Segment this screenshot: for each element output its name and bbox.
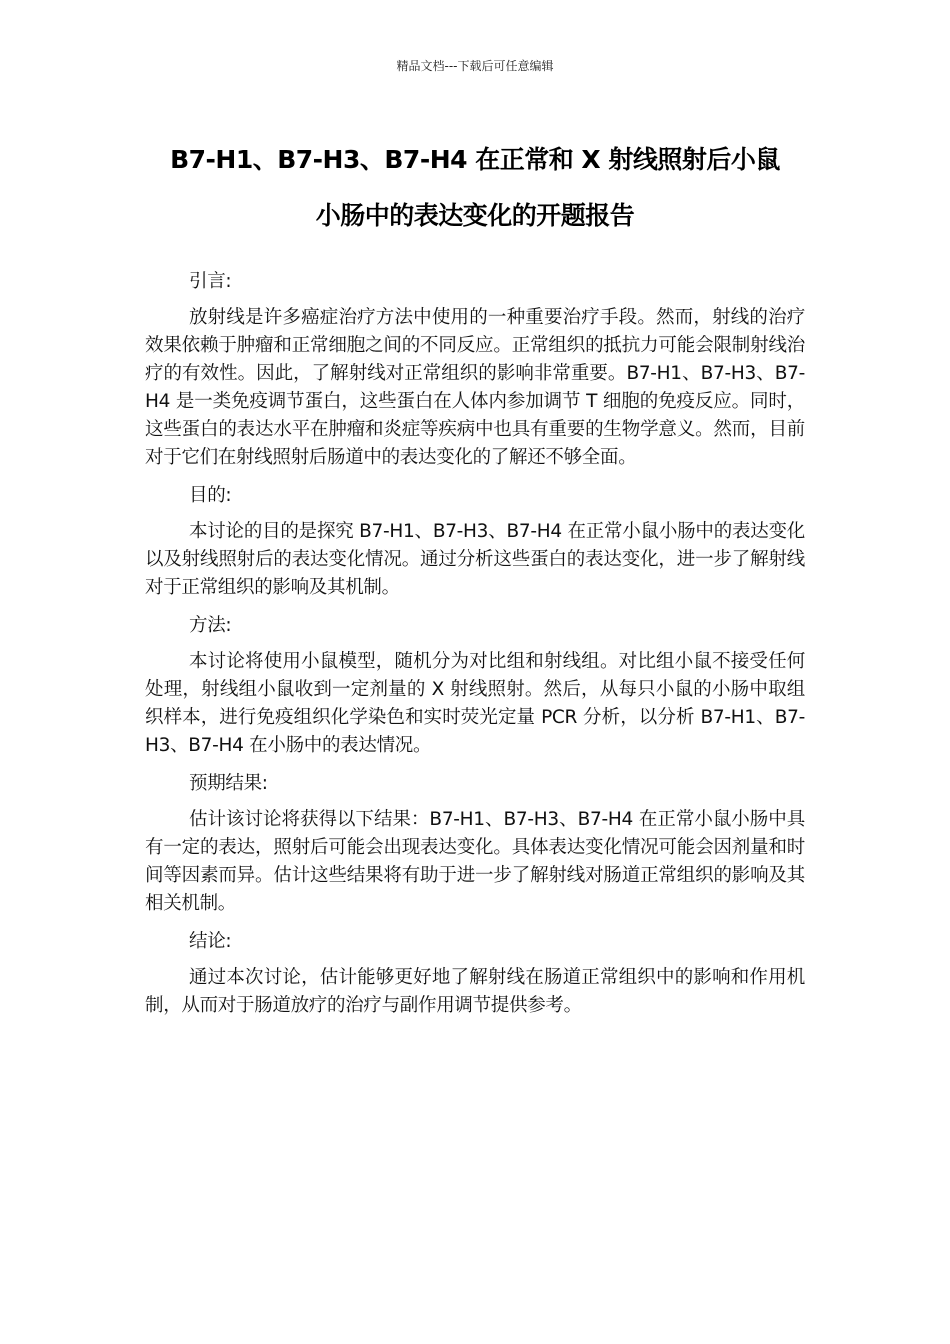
page-header: 精品文档---下载后可任意编辑 [396,59,554,73]
aim-heading: 目的: [189,485,232,506]
intro-heading: 引言: [189,271,232,292]
document-title-line-2: 小肠中的表达变化的开题报告 [315,201,635,230]
aim-paragraph: 本讨论的目的是探究 B7-H1、B7-H3、B7-H4 在正常小鼠小肠中的表达变化以及射线照射后的表达变化情况。通过分析这些蛋白的表达变化，进一步了解射线对于正常组织的影响及其机制。 [145,521,805,598]
method-heading: 方法: [189,615,232,636]
result-paragraph: 估计该讨论将获得以下结果：B7-H1、B7-H3、B7-H4 在正常小鼠小肠中具有一定的表达，照射后可能会出现表达变化。具体表达变化情况可能会因剂量和时间等因素而异。估计这些结果将有助于进一步了解射线对肠道正常组织的影响及其相关机制。 [145,809,805,914]
method-paragraph: 本讨论将使用小鼠模型，随机分为对比组和射线组。对比组小鼠不接受任何处理，射线组小鼠收到一定剂量的 X 射线照射。然后，从每只小鼠的小肠中取组织样本，进行免疫组织化学染色和实时荧光定量 PCR 分析，以分析 B7-H1、B7-H3、B7-H4 在小肠中的表达情况。 [145,651,805,756]
intro-paragraph: 放射线是许多癌症治疗方法中使用的一种重要治疗手段。然而，射线的治疗效果依赖于肿瘤和正常细胞之间的不同反应。正常组织的抵抗力可能会限制射线治疗的有效性。因此，了解射线对正常组织的影响非常重要。B7-H1、B7-H3、B7-H4 是一类免疫调节蛋白，这些蛋白在人体内参加调节 T 细胞的免疫反应。同时，这些蛋白的表达水平在肿瘤和炎症等疾病中也具有重要的生物学意义。然而，目前对于它们在射线照射后肠道中的表达变化的了解还不够全面。 [145,307,805,468]
conclusion-heading: 结论: [189,931,232,952]
document-title-line-1: B7-H1、B7-H3、B7-H4 在正常和 X 射线照射后小鼠 [170,145,780,174]
conclusion-paragraph: 通过本次讨论，估计能够更好地了解射线在肠道正常组织中的影响和作用机制，从而对于肠道放疗的治疗与副作用调节提供参考。 [145,967,805,1016]
result-heading: 预期结果: [189,773,268,794]
document-body [145,268,805,1030]
